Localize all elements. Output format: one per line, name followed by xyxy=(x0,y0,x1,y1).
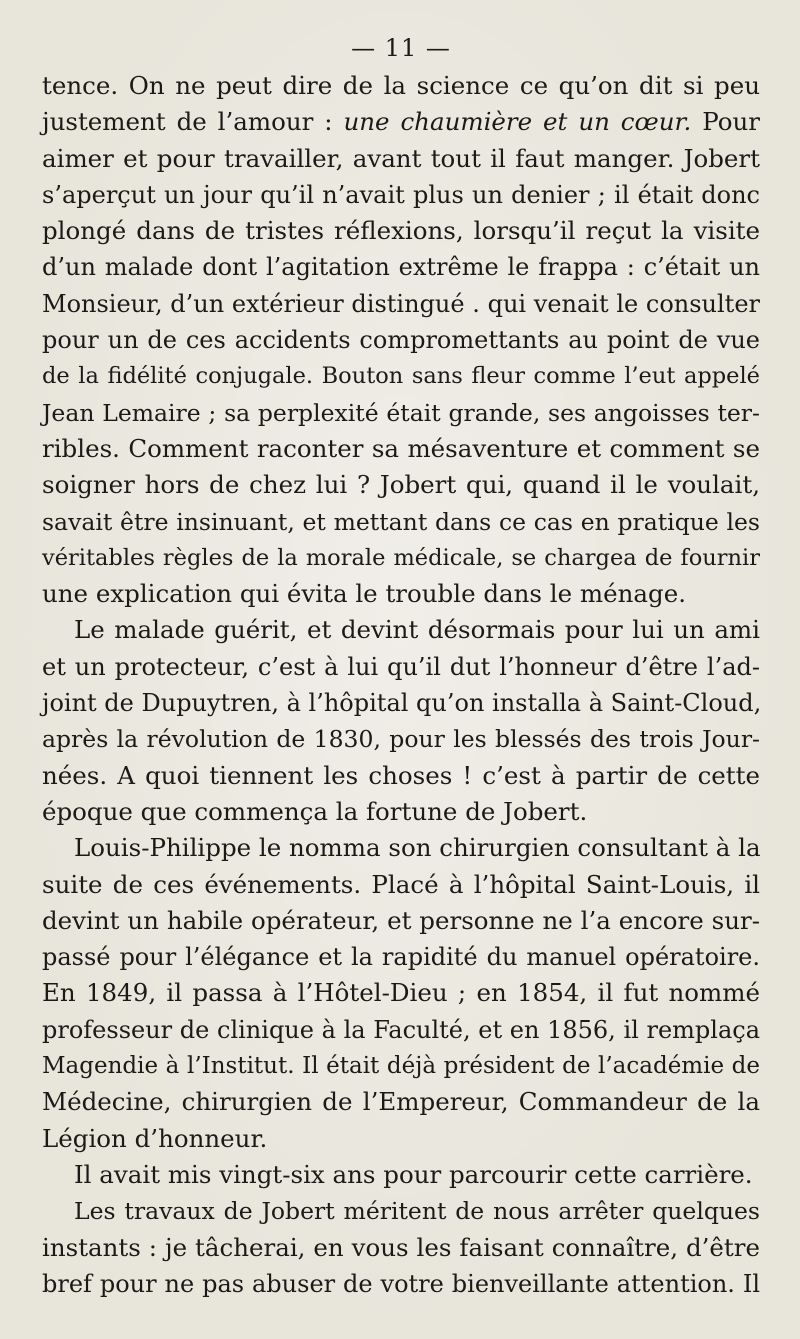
text-line: Jean Lemaire ; sa perplexité était grande, ses angoisses ter- xyxy=(42,398,760,427)
text-line: joint de Dupuytren, à l’hôpital qu’on installa à Saint-Cloud, xyxy=(42,689,762,718)
text-line: suite de ces événements. Placé à l’hôpital Saint-Louis, il xyxy=(42,869,760,899)
text-line: Louis-Philippe le nomma son chirurgien consultant à la xyxy=(74,833,761,863)
text-line: savait être insinuant, et mettant dans ce cas en pratique les xyxy=(42,507,760,536)
text-line: passé pour l’élégance et la rapidité du manuel opératoire. xyxy=(42,943,760,972)
paragraph-2 xyxy=(42,612,760,830)
text-line: bref pour ne pas abuser de votre bienveillante attention. Il xyxy=(42,1269,760,1298)
text-line: s’aperçut un jour qu’il n’avait plus un denier ; il était donc xyxy=(42,180,760,209)
text-line: plongé dans de tristes réflexions, lorsqu’il reçut la visite xyxy=(42,216,760,246)
text-line xyxy=(42,104,760,140)
text-line: Le malade guérit, et devint désormais pour lui un ami xyxy=(74,615,760,645)
text-run: justement de l’amour : xyxy=(42,107,344,137)
text-line: véritables règles de la morale médicale, se chargea de fournir xyxy=(42,544,760,571)
text-line: professeur de clinique à la Faculté, et en 1856, il remplaça xyxy=(42,1015,760,1044)
text-line: Légion d’honneur. xyxy=(42,1123,268,1153)
text-line: Les travaux de Jobert méritent de nous arrêter quelques xyxy=(74,1197,760,1226)
text-line: aimer et pour travailler, avant tout il faut manger. Jobert xyxy=(42,143,760,173)
paragraph-5 xyxy=(42,1193,760,1302)
text-line: tence. On ne peut dire de la science ce qu’on dit si peu xyxy=(42,71,760,100)
text-line: devint un habile opérateur, et personne ne l’a encore sur- xyxy=(42,905,760,935)
text-line: Il avait mis vingt-six ans pour parcourir cette carrière. xyxy=(74,1159,753,1189)
text-line: d’un malade dont l’agitation extrême le frappa : c’était un xyxy=(42,253,760,282)
paragraph-4 xyxy=(42,1157,760,1193)
paragraph-3 xyxy=(42,830,760,1157)
text-line: soigner hors de chez lui ? Jobert qui, quand il le voulait, xyxy=(42,470,760,500)
paragraph-1 xyxy=(42,68,760,612)
text-line: époque que commença la fortune de Jobert. xyxy=(42,796,588,826)
text-line: Médecine, chirurgien de l’Empereur, Commandeur de la xyxy=(42,1087,760,1117)
text-line: une explication qui évita le trouble dans le ménage. xyxy=(42,579,686,609)
text-line: ribles. Comment raconter sa mésaventure et comment se xyxy=(42,433,760,463)
text-line: nées. A quoi tiennent les choses ! c’est à partir de cette xyxy=(42,760,760,790)
text-line: et un protecteur, c’est à lui qu’il dut l’honneur d’être l’ad- xyxy=(42,652,760,681)
italic-quote: une chaumière et un cœur. xyxy=(343,107,692,137)
text-line: instants : je tâcherai, en vous les faisant connaître, d’être xyxy=(42,1232,760,1262)
text-line: Monsieur, d’un extérieur distingué . qui venait le consulter xyxy=(42,289,760,318)
text-line: après la révolution de 1830, pour les blessés des trois Jour- xyxy=(42,725,760,754)
text-line: Magendie à l’Institut. Il était déjà président de l’académie de xyxy=(42,1053,760,1080)
text-line: En 1849, il passa à l’Hôtel-Dieu ; en 1854, il fut nommé xyxy=(42,978,760,1008)
text-line: pour un de ces accidents compromettants au point de vue xyxy=(42,326,760,355)
text-line: de la fidélité conjugale. Bouton sans fleur comme l’eut appelé xyxy=(42,363,760,390)
text-run: Pour xyxy=(691,107,760,137)
page-number: — 11 — xyxy=(351,34,451,62)
